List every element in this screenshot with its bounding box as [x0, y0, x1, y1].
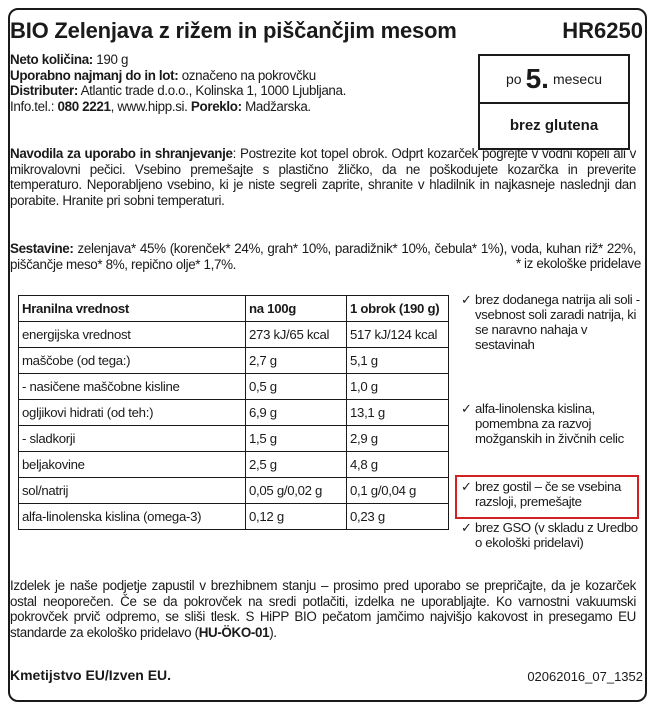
- table-cell: - nasičene maščobne kisline: [19, 374, 246, 400]
- product-info: [10, 52, 470, 114]
- net-quantity: [10, 52, 470, 68]
- table-row: [19, 426, 449, 452]
- table-row: [19, 322, 449, 348]
- table-cell: 0,23 g: [347, 504, 449, 530]
- text-segment: Poreklo:: [190, 98, 242, 114]
- table-row: [19, 374, 449, 400]
- text-segment: mesecu: [552, 71, 602, 87]
- distributor: [10, 83, 470, 99]
- age-recommendation: [480, 56, 628, 104]
- table-cell: 2,7 g: [246, 348, 347, 374]
- table-cell: 2,9 g: [347, 426, 449, 452]
- text-segment: , www.hipp.si.: [110, 98, 191, 114]
- age-month: 5.: [525, 63, 549, 94]
- text-segment: Atlantic trade d.o.o., Kolinska 1, 1000 Ljubljana.: [77, 83, 346, 98]
- nutrition-header-row: [19, 296, 449, 322]
- table-cell: na 100g: [246, 296, 347, 322]
- table-cell: beljakovine: [19, 452, 246, 478]
- table-row: [19, 452, 449, 478]
- product-code: HR6250: [562, 18, 643, 43]
- text-segment: Info.tel.:: [10, 98, 58, 114]
- checkmark-icon: ✓: [461, 479, 472, 494]
- table-cell: 1 obrok (190 g): [347, 296, 449, 322]
- table-cell: 4,8 g: [347, 452, 449, 478]
- batch-number: 02062016_07_1352: [527, 669, 643, 684]
- text-segment: Sestavine:: [10, 241, 74, 256]
- age-gluten-box: [478, 54, 630, 150]
- agriculture-origin: Kmetijstvo EU/Izven EU.: [10, 667, 172, 683]
- organic-certificate-code: HU-ÖKO-01: [198, 624, 270, 640]
- highlight-box: [455, 475, 639, 519]
- nutrition-table: [18, 295, 449, 530]
- text-segment: : Postrezite kot topel obrok. Odprt kozarček pogrejte v vodni kopeli ali v mikrovalovni pečici. Vsebino premešajte s plastično žličko, da ne poškodujete kozarčka in preverite temperaturo. Neporabljeno vsebino, ki je niste segreli zaprite, shranite v hladilnik in najkasneje naslednji dan porabite. Hranite pri sobni temperaturi.: [10, 146, 636, 208]
- text-segment: Neto količina:: [10, 52, 93, 67]
- text-segment: označeno na pokrovčku: [178, 67, 316, 83]
- table-cell: 5,1 g: [347, 348, 449, 374]
- text-segment: brez GSO (v skladu z Uredbo o ekološki pridelavi): [475, 520, 638, 550]
- claim-no-gmo: [461, 520, 641, 550]
- text-segment: Distributer:: [10, 83, 78, 98]
- text-segment: Uporabno najmanj do in lot:: [10, 67, 179, 83]
- text-segment: brez gostil – če se vsebina razsloji, premešajte: [475, 479, 621, 509]
- table-cell: 13,1 g: [347, 400, 449, 426]
- gluten-free-label: brez glutena: [509, 116, 599, 134]
- table-row: [19, 400, 449, 426]
- table-cell: maščobe (od tega:): [19, 348, 246, 374]
- text-segment: brez dodanega natrija ali soli - vsebnost soli zaradi natrija, ki se naravno nahaja v sestavinah: [475, 292, 640, 352]
- checkmark-icon: ✓: [461, 292, 472, 307]
- table-row: [19, 348, 449, 374]
- table-cell: 1,0 g: [347, 374, 449, 400]
- claim-alpha-linolenic: [461, 401, 641, 479]
- table-cell: sol/natrij: [19, 478, 246, 504]
- table-row: [19, 504, 449, 530]
- table-row: [19, 478, 449, 504]
- text-segment: 190 g: [92, 52, 129, 67]
- text-segment: alfa-linolenska kislina, pomembna za razvoj možganskih in živčnih celic: [475, 401, 624, 446]
- organic-note: * iz ekološke pridelave: [515, 256, 641, 271]
- text-segment: Madžarska.: [241, 98, 311, 114]
- table-cell: - sladkorji: [19, 426, 246, 452]
- table-cell: 0,5 g: [246, 374, 347, 400]
- claim-no-salt: [461, 292, 641, 401]
- text-segment: ).: [269, 624, 277, 640]
- text-segment: 080 2221: [57, 98, 111, 114]
- table-cell: 517 kJ/124 kcal: [347, 322, 449, 348]
- checkmark-icon: ✓: [461, 401, 472, 416]
- table-cell: alfa-linolenska kislina (omega-3): [19, 504, 246, 530]
- table-cell: 273 kJ/65 kcal: [246, 322, 347, 348]
- quality-notice: [10, 578, 636, 640]
- table-cell: 2,5 g: [246, 452, 347, 478]
- best-before: [10, 68, 470, 84]
- text-segment: zelenjava* 45% (korenček* 24%, grah* 10%, paradižnik* 10%, čebula* 1%), voda, kuhan riž* 22%, piščančje meso* 8%, repično olje* 1,7%.: [10, 241, 636, 272]
- checkmark-icon: ✓: [461, 520, 472, 535]
- table-cell: 1,5 g: [246, 426, 347, 452]
- contact-origin: [10, 99, 470, 115]
- table-cell: energijska vrednost: [19, 322, 246, 348]
- table-cell: Hranilna vrednost: [19, 296, 246, 322]
- table-cell: 6,9 g: [246, 400, 347, 426]
- table-cell: 0,1 g/0,04 g: [347, 478, 449, 504]
- text-segment: po: [506, 71, 522, 87]
- product-title: BIO Zelenjava z rižem in piščančjim mesom: [10, 18, 457, 43]
- table-cell: 0,12 g: [246, 504, 347, 530]
- text-segment: Izdelek je naše podjetje zapustil v brezhibnem stanju – prosimo pred uporabo se prepričajte, da je kozarček ostal neoporečen. Če se da pokrovček na sredi potlačiti, izdelka ne uporabljajte. Ko varnostni vakuumski pokrovček prvič odpremo, se sliši tlesk. S HiPP BIO pečatom jamčimo najvišjo kakovost in presegamo EU standarde za ekološko pridelavo (: [10, 578, 636, 640]
- usage-instructions: [10, 146, 636, 208]
- table-cell: ogljikovi hidrati (od teh:): [19, 400, 246, 426]
- text-segment: Navodila za uporabo in shranjevanje: [10, 146, 233, 161]
- table-cell: 0,05 g/0,02 g: [246, 478, 347, 504]
